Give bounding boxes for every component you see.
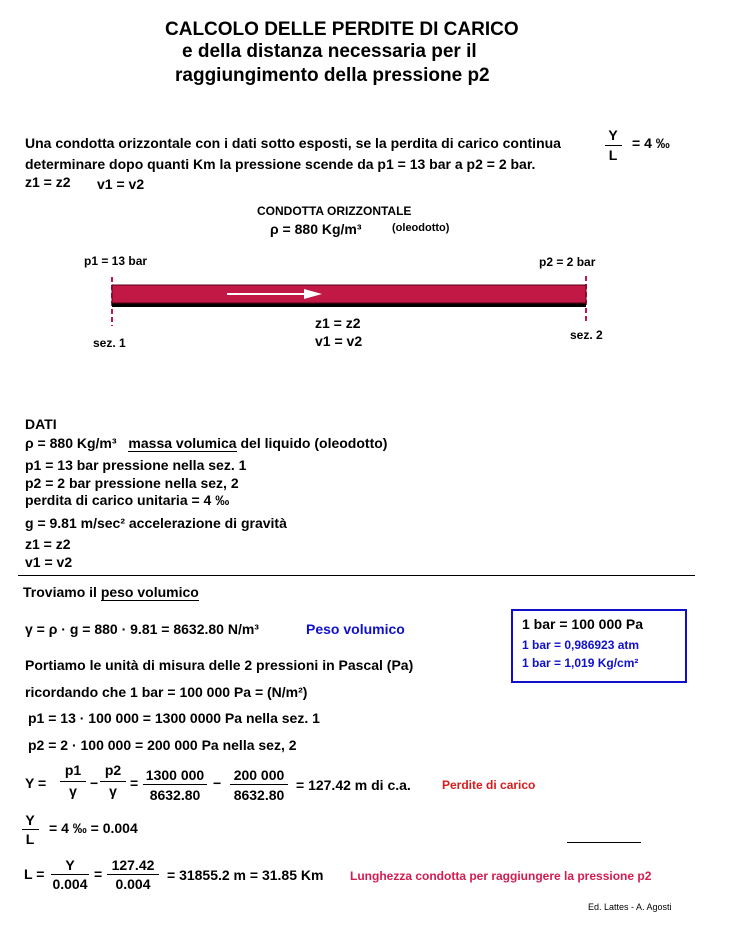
fl1-numerator: Y — [65, 857, 75, 873]
dati-gravity: g = 9.81 m/sec² accelerazione di gravità — [25, 515, 287, 531]
dati-z-equation: z1 = z2 — [25, 536, 71, 552]
l-result: = 31855.2 m = 31.85 Km — [167, 867, 324, 883]
y-description: Perdite di carico — [442, 778, 536, 792]
dati-loss: perdita di carico unitaria = 4 ‰ — [25, 492, 230, 508]
conversion-line-1: 1 bar = 100 000 Pa — [522, 616, 644, 632]
f4-denominator: 8632.80 — [233, 787, 285, 803]
y-result: = 127.42 m di c.a. — [296, 777, 411, 793]
title-line-1: CALCOLO DELLE PERDITE DI CARICO — [165, 19, 519, 40]
y-label: Y = — [25, 775, 47, 791]
p2-label: p2 = 2 bar — [539, 255, 596, 269]
p1-label: p1 = 13 bar — [84, 254, 148, 268]
dati-density-value: ρ = 880 Kg/m³ — [25, 435, 117, 451]
f4-numerator: 200 000 — [233, 767, 285, 783]
section-1-label: sez. 1 — [93, 336, 126, 350]
intro-ratio-numerator: Y — [608, 127, 618, 143]
gamma-label: Peso volumico — [306, 621, 405, 637]
p2-pascal: p2 = 2 · 100 000 = 200 000 Pa nella sez, 2 — [28, 737, 297, 753]
dati-heading: DATI — [25, 416, 57, 432]
dati-p1: p1 = 13 bar pressione nella sez. 1 — [25, 457, 247, 473]
f3-numerator: 1300 000 — [145, 767, 205, 783]
l-description: Lunghezza condotta per raggiungere la pressione p2 — [350, 869, 652, 883]
f2-bar — [100, 781, 126, 782]
intro-line-1: Una condotta orizzontale con i dati sotto esposti, se la perdita di carico continua — [25, 135, 561, 151]
ratio-bar — [22, 829, 39, 830]
dati-density — [25, 435, 387, 451]
dati-density-suffix: del liquido (oleodotto) — [240, 435, 388, 451]
fl2-bar — [107, 874, 159, 875]
pipe-v-equation: v1 = v2 — [315, 333, 363, 349]
title-line-2: e della distanza necessaria per il — [182, 41, 477, 62]
ratio-denominator: L — [25, 831, 35, 847]
conversion-box — [511, 609, 687, 683]
decorative-line — [567, 842, 641, 843]
ratio-value: = 4 ‰ = 0.004 — [49, 820, 138, 836]
reminder-text: ricordando che 1 bar = 100 000 Pa = (N/m²) — [25, 684, 308, 700]
f-minus-2: − — [213, 775, 222, 791]
conversion-line-3: 1 bar = 1,019 Kg/cm² — [522, 656, 639, 670]
fl2-denominator: 0.004 — [115, 876, 151, 892]
intro-ratio-value: = 4 ‰ — [632, 135, 670, 151]
find-prefix: Troviamo il — [23, 584, 97, 600]
section-2-label: sez. 2 — [570, 328, 603, 342]
f2-numerator: p2 — [104, 762, 122, 778]
pipe-bottom-wall — [112, 303, 586, 307]
find-heading — [23, 584, 199, 600]
section-divider — [18, 575, 695, 576]
f3-denominator: 8632.80 — [149, 787, 201, 803]
pipe-heading: CONDOTTA ORIZZONTALE — [257, 204, 412, 218]
f1-numerator: p1 — [64, 762, 82, 778]
f-equals: = — [130, 775, 139, 791]
convert-text: Portiamo le unità di misura delle 2 pressioni in Pascal (Pa) — [25, 657, 414, 673]
intro-z-equation: z1 = z2 — [25, 174, 71, 190]
intro-line-2: determinare dopo quanti Km la pressione scende da p1 = 13 bar a p2 = 2 bar. — [25, 156, 536, 172]
dati-p2: p2 = 2 bar pressione nella sez, 2 — [25, 475, 239, 491]
f1-bar — [60, 781, 86, 782]
pipe-note: (oleodotto) — [392, 222, 450, 234]
fl2-numerator: 127.42 — [111, 857, 155, 873]
ratio-numerator: Y — [25, 812, 35, 828]
fl1-bar — [51, 874, 89, 875]
f2-denominator: γ — [109, 783, 117, 799]
find-term: peso volumico — [100, 584, 199, 600]
f1-denominator: γ — [69, 783, 77, 799]
l-label: L = — [24, 866, 45, 882]
intro-ratio-denominator: L — [608, 147, 618, 163]
intro-v-equation: v1 = v2 — [97, 176, 145, 192]
title-line-3: raggiungimento della pressione p2 — [175, 65, 490, 86]
credit: Ed. Lattes - A. Agosti — [588, 902, 672, 912]
f-minus-1: − — [90, 775, 99, 791]
fl-equals: = — [94, 866, 103, 882]
p1-pascal: p1 = 13 · 100 000 = 1300 0000 Pa nella sez. 1 — [28, 710, 320, 726]
f4-bar — [230, 784, 288, 785]
f3-bar — [143, 784, 207, 785]
pipe-z-equation: z1 = z2 — [315, 315, 361, 331]
dati-v-equation: v1 = v2 — [25, 554, 73, 570]
conversion-line-2: 1 bar = 0,986923 atm — [522, 638, 640, 652]
fl1-denominator: 0.004 — [52, 876, 88, 892]
gamma-equation: γ = ρ · g = 880 · 9.81 = 8632.80 N/m³ — [25, 621, 259, 637]
pipe-density: ρ = 880 Kg/m³ — [270, 221, 362, 237]
dati-density-term: massa volumica — [128, 435, 237, 451]
pipe-body — [112, 285, 586, 303]
